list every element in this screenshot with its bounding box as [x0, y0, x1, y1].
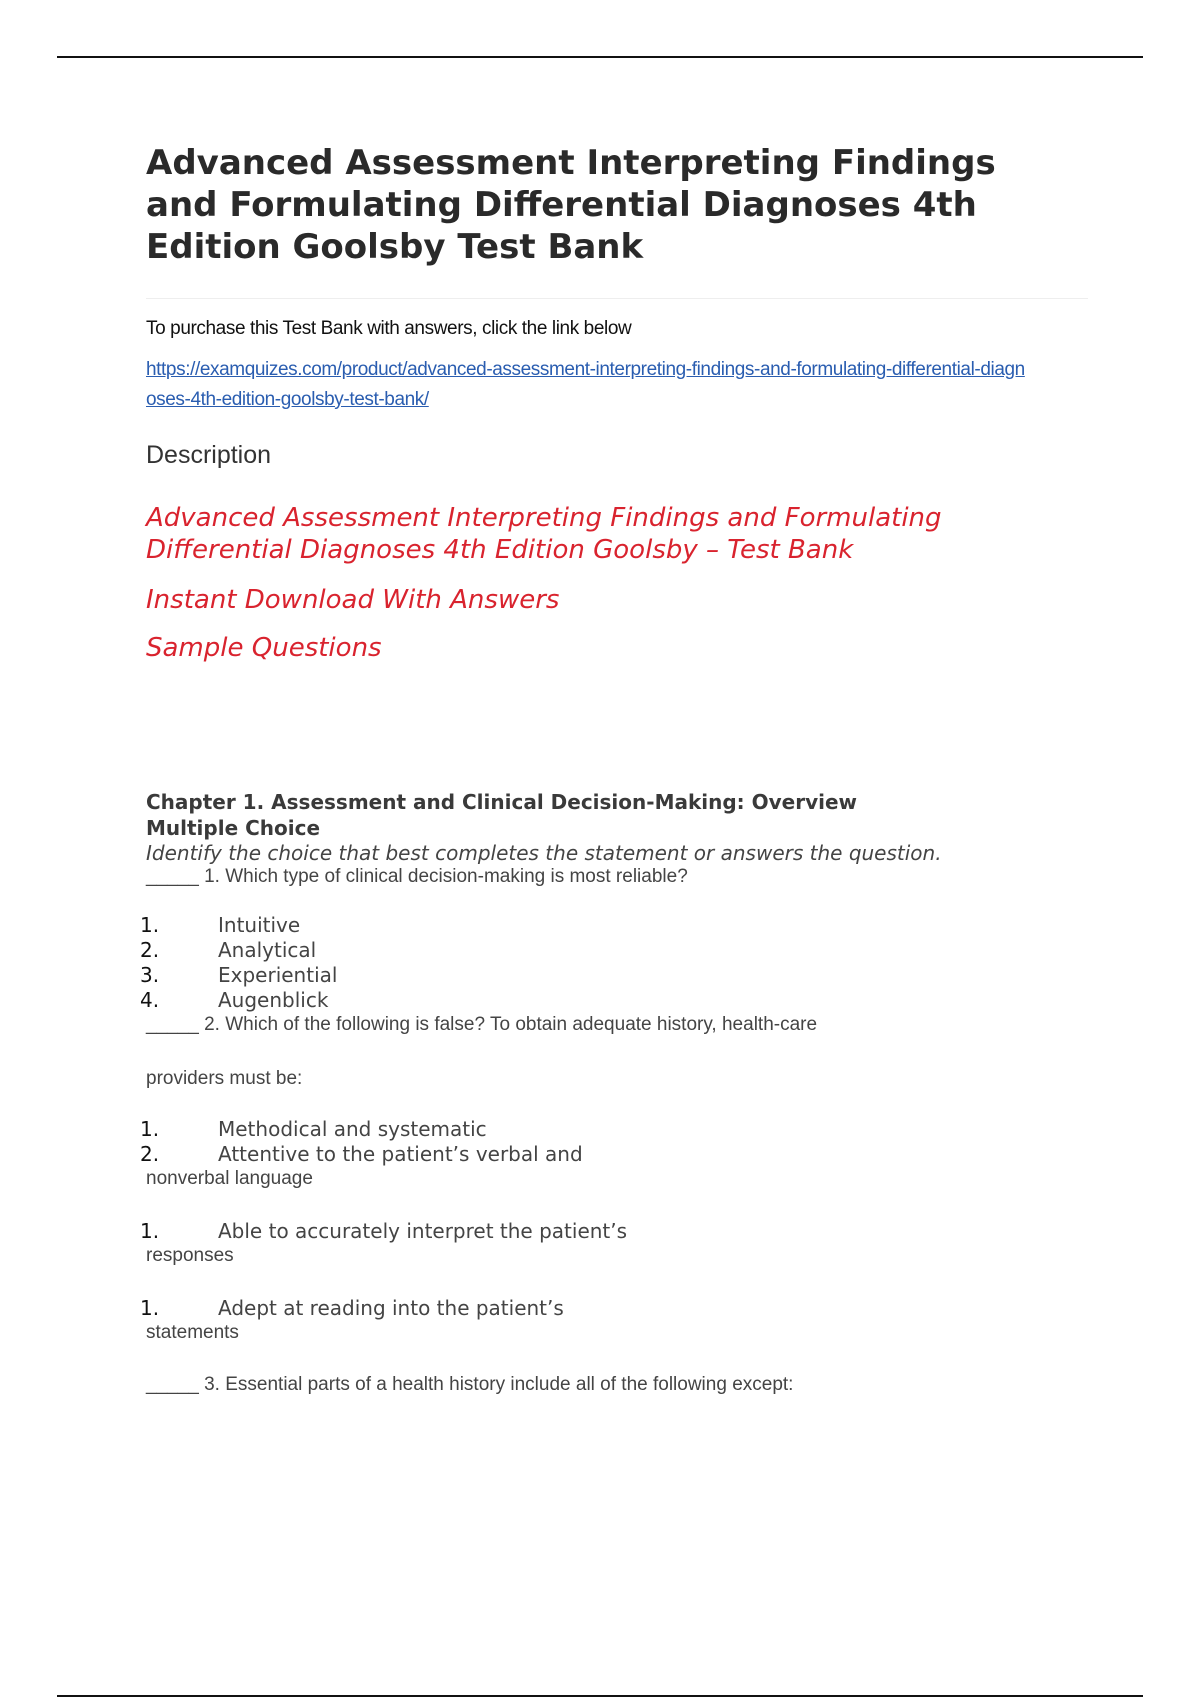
q1-option — [140, 963, 1096, 988]
option-number: 2. — [140, 938, 160, 962]
option-number: 3. — [140, 963, 160, 987]
option-continuation: responses — [146, 1245, 234, 1266]
document-title: Advanced Assessment Interpreting Findings and Formulating Differential Diagnoses 4th Edition Goolsby Test Bank — [146, 143, 996, 267]
q1-option — [140, 913, 1096, 938]
option-text: Adept at reading into the patient’s — [218, 1296, 564, 1320]
option-text: Analytical — [218, 938, 317, 962]
question-1: _____ 1. Which type of clinical decision-making is most reliable? — [146, 866, 688, 887]
q2-option — [140, 1219, 1096, 1244]
option-continuation: nonverbal language — [146, 1168, 313, 1189]
option-number: 1. — [140, 1296, 160, 1320]
option-number: 1. — [140, 1117, 160, 1141]
chapter-subtitle: Multiple Choice — [146, 816, 321, 840]
option-text: Intuitive — [218, 913, 301, 937]
option-number: 1. — [140, 913, 160, 937]
question-3: _____ 3. Essential parts of a health history include all of the following except: — [146, 1374, 794, 1395]
q1-option — [140, 988, 1096, 1013]
top-rule — [57, 56, 1143, 58]
option-text: Attentive to the patient’s verbal and — [218, 1142, 583, 1166]
option-number: 1. — [140, 1219, 160, 1243]
document-body — [140, 142, 1096, 1397]
q2-option — [140, 1117, 1096, 1142]
option-text: Experiential — [218, 963, 338, 987]
description-heading: Description — [146, 441, 272, 469]
chapter-title: Chapter 1. Assessment and Clinical Decision-Making: Overview — [146, 790, 858, 814]
option-continuation: statements — [146, 1322, 239, 1343]
option-text: Able to accurately interpret the patient’s — [218, 1219, 628, 1243]
title-separator — [146, 298, 1088, 299]
red-book-title: Advanced Assessment Interpreting Findings and Formulating Differential Diagnoses 4th Edition Goolsby – Test Bank — [146, 503, 942, 565]
option-text: Augenblick — [218, 988, 329, 1012]
option-number: 4. — [140, 988, 160, 1012]
bottom-rule — [57, 1695, 1143, 1697]
sample-questions-text: Sample Questions — [146, 633, 382, 663]
purchase-text: To purchase this Test Bank with answers, click the link below — [146, 318, 632, 339]
question-2-continuation: providers must be: — [146, 1068, 303, 1089]
q2-option — [140, 1296, 1096, 1321]
q2-option — [140, 1142, 1096, 1167]
purchase-link[interactable]: https://examquizes.com/product/advanced-assessment-interpreting-findings-and-formulating-differential-diagnoses-4th-edition-goolsby-test-bank/ — [146, 359, 1025, 410]
question-2: _____ 2. Which of the following is false? To obtain adequate history, health-care — [146, 1014, 818, 1035]
q1-option — [140, 938, 1096, 963]
option-text: Methodical and systematic — [218, 1117, 487, 1141]
instant-download-text: Instant Download With Answers — [146, 585, 560, 615]
chapter-heading — [146, 789, 1096, 841]
option-number: 2. — [140, 1142, 160, 1166]
chapter-instruction: Identify the choice that best completes the statement or answers the question. — [146, 841, 942, 865]
